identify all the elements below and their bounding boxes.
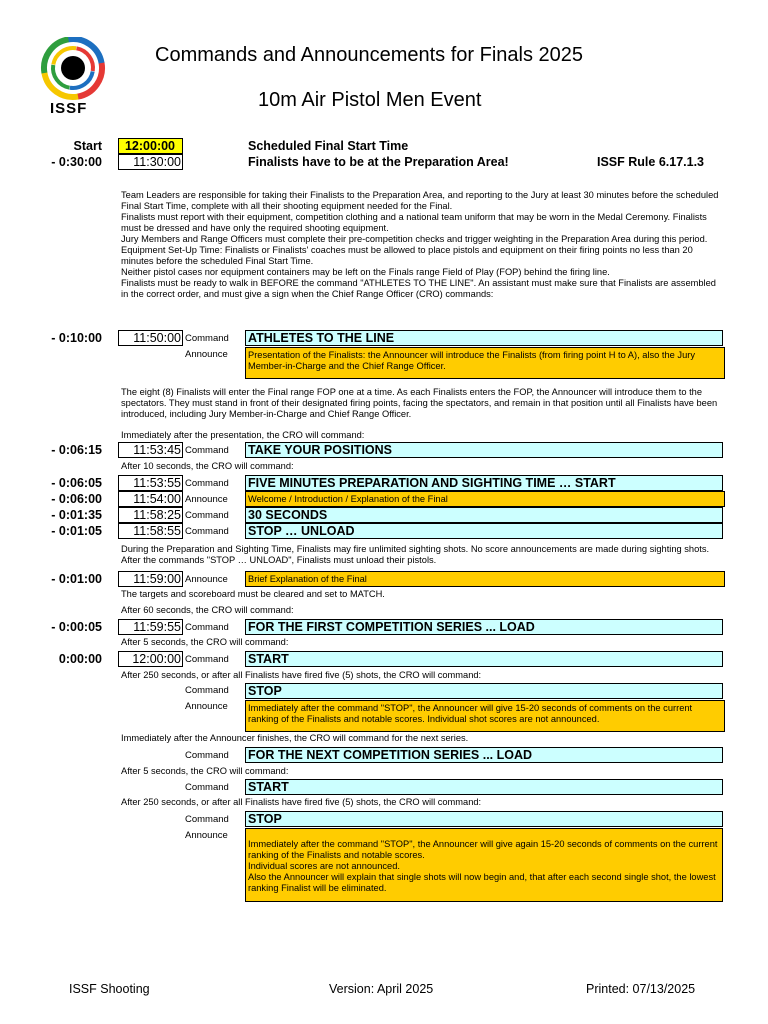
announce-label: Announce [185,349,228,360]
command-stop-2: STOP [245,811,723,827]
command-label: Command [185,622,229,633]
command-30-seconds: 30 SECONDS [245,507,723,523]
command-label: Command [185,750,229,761]
note-targets-cleared: The targets and scoreboard must be cleared and set to MATCH. [121,589,385,599]
command-stop: STOP [245,683,723,699]
announce-line: Individual scores are not announced. [248,861,400,871]
time-stop-unload: 11:58:55 [118,523,183,539]
time-start: 12:00:00 [118,651,183,667]
announce-label: Announce [185,574,228,585]
time-athletes: 11:50:00 [118,330,183,346]
offset-brief-explanation: - 0:01:00 [51,572,102,586]
time-take-positions: 11:53:45 [118,442,183,458]
offset-stop-unload: - 0:01:05 [51,524,102,538]
command-take-positions: TAKE YOUR POSITIONS [245,442,723,458]
command-label: Command [185,478,229,489]
command-start: START [245,651,723,667]
announce-stop-comments: Immediately after the command "STOP", the Announcer will give 15-20 seconds of comments on the current ranking of the Finalists and notable scores. Individual shot scores are not announced. [245,700,725,732]
offset-first-series: - 0:00:05 [51,620,102,634]
command-label: Command [185,814,229,825]
time-first-series: 11:59:55 [118,619,183,635]
announce-brief-explanation: Brief Explanation of the Final [245,571,725,587]
prep-time-box: 11:30:00 [118,154,183,170]
note-after-10-seconds: After 10 seconds, the CRO will command: [121,461,294,471]
note-after-250-seconds: After 250 seconds, or after all Finalists have fired five (5) shots, the CRO will command: [121,670,482,680]
command-label: Command [185,333,229,344]
page-title: Commands and Announcements for Finals 2025 [155,44,584,66]
command-prep-sighting: FIVE MINUTES PREPARATION AND SIGHTING TIME … START [245,475,723,491]
offset-take-positions: - 0:06:15 [51,443,102,457]
event-subtitle: 10m Air Pistol Men Event [258,89,482,111]
note-sighting-shots: During the Preparation and Sighting Time, Finalists may fire unlimited sighting shots. No score announcements are made during sighting shots. After the commands "STOP … UNLOAD", Finalists must unload their pistols. [121,544,710,565]
command-start-2: START [245,779,723,795]
start-time-box: 12:00:00 [118,138,183,154]
command-stop-unload: STOP … UNLOAD [245,523,723,539]
start-label: Start [73,139,102,153]
offset-athletes: - 0:10:00 [51,331,102,345]
offset-start: 0:00:00 [58,652,102,666]
note-finalists-enter: The eight (8) Finalists will enter the Final range FOP one at a time. As each Finalists enters the FOP, the Announcer will introduce them to the spectators. They must stand in front of their designated firing points, facing the spectators, and remain in that position until all Finalists have been introduced, including Jury Member-in-Charge and Chief Range Officer. [121,387,718,419]
announce-line: Immediately after the command "STOP", the Announcer will give again 15-20 seconds of comments on the current ranking of the Finalists and notable scores. [248,839,718,860]
footer-printed-date: Printed: 07/13/2025 [586,982,696,996]
time-welcome: 11:54:00 [118,491,183,507]
command-label: Command [185,782,229,793]
time-brief-explanation: 11:59:00 [118,571,183,587]
issf-logo [40,37,106,121]
prep-description: Finalists have to be at the Preparation Area! [248,155,509,169]
time-prep-sighting: 11:53:55 [118,475,183,491]
footer-organization: ISSF Shooting [69,982,150,996]
start-description: Scheduled Final Start Time [248,139,409,153]
command-label: Command [185,445,229,456]
announce-line: Also the Announcer will explain that single shots will now begin and, that after each second single shot, the lowest ranking Finalist will be eliminated. [248,872,716,893]
intro-paragraph: Neither pistol cases nor equipment containers may be left on the Finals range Field of Play (FOP) behind the firing line. [121,267,610,277]
announce-single-shots [245,828,723,902]
announce-label: Announce [185,830,228,841]
intro-paragraph: Jury Members and Range Officers must complete their pre-competition checks and trigger weighting in the Preparation Area during this period. [121,234,708,244]
note-after-5-seconds-2: After 5 seconds, the CRO will command: [121,766,289,776]
footer-version: Version: April 2025 [329,982,434,996]
time-30-seconds: 11:58:25 [118,507,183,523]
command-label: Command [185,685,229,696]
announce-presentation: Presentation of the Finalists: the Announcer will introduce the Finalists (from firing point H to A), also the Jury Member-in-Charge and the Chief Range Officer. [245,347,725,379]
command-next-series-load: FOR THE NEXT COMPETITION SERIES ... LOAD [245,747,723,763]
command-label: Command [185,526,229,537]
command-label: Command [185,654,229,665]
intro-paragraph: Finalists must be ready to walk in BEFORE the command "ATHLETES TO THE LINE". An assistant must make sure that Finalists are assembled in the correct order, and must give a sign when the Chief Range Officer (CRO) commands: [121,278,716,299]
note-after-5-seconds: After 5 seconds, the CRO will command: [121,637,289,647]
prep-offset: - 0:30:00 [51,155,102,169]
intro-text [121,190,721,300]
logo-text: ISSF [50,100,88,117]
note-after-250-seconds-2: After 250 seconds, or after all Finalists have fired five (5) shots, the CRO will command: [121,797,482,807]
note-after-presentation: Immediately after the presentation, the CRO will command: [121,430,365,440]
announce-label: Announce [185,494,228,505]
intro-paragraph: Equipment Set-Up Time: Finalists or Finalists' coaches must be allowed to place pistols and equipment on their firing points no less than 20 minutes before the scheduled Final Start Time. [121,245,693,266]
rule-reference: ISSF Rule 6.17.1.3 [597,155,704,169]
intro-paragraph: Team Leaders are responsible for taking their Finalists to the Preparation Area, and reporting to the Jury at least 30 minutes before the scheduled Final Start Time, complete with all their shooting equipment needed for the Final. [121,190,719,211]
intro-paragraph: Finalists must report with their equipment, competition clothing and a national team uniform that may be worn in the Medal Ceremony. Finalists must be dressed and have only the required shooting equipment. [121,212,707,233]
command-label: Command [185,510,229,521]
note-announcer-finishes: Immediately after the Announcer finishes, the CRO will command for the next series. [121,733,469,743]
offset-prep-sighting: - 0:06:05 [51,476,102,490]
command-athletes-to-line: ATHLETES TO THE LINE [245,330,723,346]
announce-label: Announce [185,701,228,712]
note-after-60-seconds: After 60 seconds, the CRO will command: [121,605,294,615]
offset-30-seconds: - 0:01:35 [51,508,102,522]
offset-welcome: - 0:06:00 [51,492,102,506]
announce-welcome: Welcome / Introduction / Explanation of the Final [245,491,725,507]
command-first-series-load: FOR THE FIRST COMPETITION SERIES ... LOAD [245,619,723,635]
